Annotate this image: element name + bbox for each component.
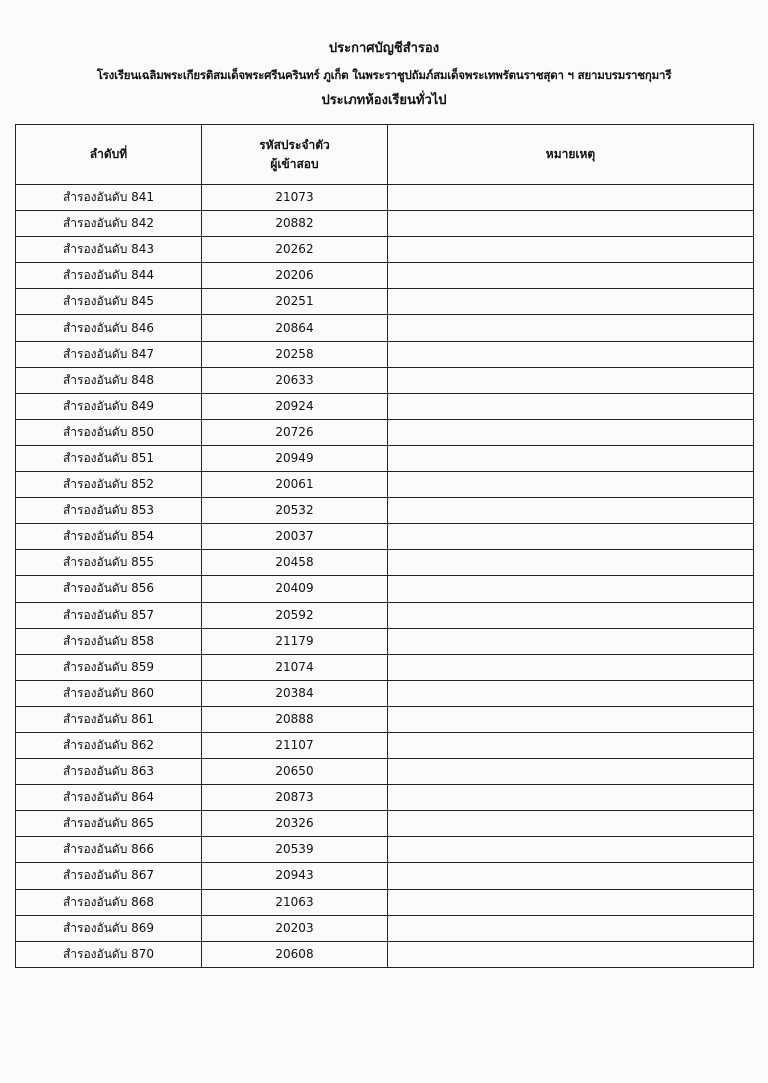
rank-cell: สำรองอันดับ 864: [16, 785, 202, 811]
note-cell: [388, 315, 754, 341]
candidate-id-cell: 20251: [202, 289, 388, 315]
note-cell: [388, 237, 754, 263]
candidate-id-cell: 21179: [202, 628, 388, 654]
table-row: [16, 811, 754, 837]
candidate-id-cell: 20203: [202, 915, 388, 941]
rank-cell: สำรองอันดับ 844: [16, 263, 202, 289]
rank-cell: สำรองอันดับ 850: [16, 419, 202, 445]
table-row: [16, 185, 754, 211]
candidate-id-cell: 20539: [202, 837, 388, 863]
candidate-id-cell: 21107: [202, 732, 388, 758]
candidate-id-cell: 21073: [202, 185, 388, 211]
candidate-id-cell: 20608: [202, 941, 388, 967]
table-row: [16, 315, 754, 341]
note-cell: [388, 889, 754, 915]
note-cell: [388, 602, 754, 628]
program-type: ประเภทห้องเรียนทั่วไป: [321, 93, 447, 108]
candidate-id-cell: 21074: [202, 654, 388, 680]
table-row: [16, 889, 754, 915]
table-row: [16, 472, 754, 498]
table-row: [16, 837, 754, 863]
table-row: [16, 576, 754, 602]
note-cell: [388, 550, 754, 576]
candidate-id-cell: 20592: [202, 602, 388, 628]
rank-cell: สำรองอันดับ 865: [16, 811, 202, 837]
candidate-id-cell: 20037: [202, 524, 388, 550]
note-cell: [388, 706, 754, 732]
candidate-id-cell: 20409: [202, 576, 388, 602]
rank-cell: สำรองอันดับ 849: [16, 393, 202, 419]
rank-cell: สำรองอันดับ 866: [16, 837, 202, 863]
rank-cell: สำรองอันดับ 845: [16, 289, 202, 315]
rank-cell: สำรองอันดับ 858: [16, 628, 202, 654]
reserve-list-table: [15, 124, 754, 968]
table-row: [16, 524, 754, 550]
note-cell: [388, 524, 754, 550]
column-header-note: [388, 125, 754, 185]
table-row: [16, 785, 754, 811]
candidate-id-cell: 20924: [202, 393, 388, 419]
column-header-rank: [16, 125, 202, 185]
note-cell: [388, 472, 754, 498]
table-row: [16, 498, 754, 524]
rank-cell: สำรองอันดับ 863: [16, 759, 202, 785]
table-row: [16, 759, 754, 785]
table-row: [16, 211, 754, 237]
table-header-row: [16, 125, 754, 185]
candidate-id-cell: 20864: [202, 315, 388, 341]
note-cell: [388, 785, 754, 811]
table-row: [16, 393, 754, 419]
table-row: [16, 367, 754, 393]
candidate-id-cell: 20943: [202, 863, 388, 889]
candidate-id-cell: 21063: [202, 889, 388, 915]
candidate-id-cell: 20882: [202, 211, 388, 237]
table-row: [16, 263, 754, 289]
candidate-id-cell: 20726: [202, 419, 388, 445]
table-row: [16, 915, 754, 941]
table-row: [16, 706, 754, 732]
school-name: โรงเรียนเฉลิมพระเกียรติสมเด็จพระศรีนครินทร์ ภูเก็ต ในพระราชูปถัมภ์สมเด็จพระเทพรัตนราชสุดา ฯ สยามบรมราชกุมารี: [96, 68, 672, 82]
candidate-id-cell: 20206: [202, 263, 388, 289]
rank-cell: สำรองอันดับ 852: [16, 472, 202, 498]
rank-cell: สำรองอันดับ 870: [16, 941, 202, 967]
column-header-note-label: หมายเหตุ: [545, 147, 596, 161]
rank-cell: สำรองอันดับ 846: [16, 315, 202, 341]
rank-cell: สำรองอันดับ 851: [16, 445, 202, 471]
note-cell: [388, 419, 754, 445]
table-row: [16, 654, 754, 680]
note-cell: [388, 367, 754, 393]
table-row: [16, 628, 754, 654]
note-cell: [388, 576, 754, 602]
table-row: [16, 863, 754, 889]
candidate-id-cell: 20262: [202, 237, 388, 263]
note-cell: [388, 759, 754, 785]
candidate-id-cell: 20888: [202, 706, 388, 732]
document-title: ประกาศบัญชีสำรอง: [328, 41, 440, 56]
candidate-id-cell: 20326: [202, 811, 388, 837]
table-row: [16, 732, 754, 758]
rank-cell: สำรองอันดับ 857: [16, 602, 202, 628]
rank-cell: สำรองอันดับ 867: [16, 863, 202, 889]
candidate-id-cell: 20258: [202, 341, 388, 367]
note-cell: [388, 654, 754, 680]
table-row: [16, 550, 754, 576]
candidate-id-cell: 20061: [202, 472, 388, 498]
column-header-rank-label: ลำดับที่: [89, 147, 128, 161]
note-cell: [388, 811, 754, 837]
rank-cell: สำรองอันดับ 854: [16, 524, 202, 550]
note-cell: [388, 393, 754, 419]
note-cell: [388, 445, 754, 471]
note-cell: [388, 863, 754, 889]
note-cell: [388, 341, 754, 367]
rank-cell: สำรองอันดับ 856: [16, 576, 202, 602]
rank-cell: สำรองอันดับ 847: [16, 341, 202, 367]
rank-cell: สำรองอันดับ 841: [16, 185, 202, 211]
column-header-candidate-id: [202, 125, 388, 185]
table-row: [16, 341, 754, 367]
candidate-id-cell: 20650: [202, 759, 388, 785]
column-header-id-line1: รหัสประจำตัว: [259, 137, 330, 152]
candidate-id-cell: 20532: [202, 498, 388, 524]
candidate-id-cell: 20633: [202, 367, 388, 393]
candidate-id-cell: 20384: [202, 680, 388, 706]
table-row: [16, 419, 754, 445]
table-row: [16, 941, 754, 967]
candidate-id-cell: 20949: [202, 445, 388, 471]
rank-cell: สำรองอันดับ 859: [16, 654, 202, 680]
table-body: [16, 185, 754, 968]
rank-cell: สำรองอันดับ 860: [16, 680, 202, 706]
table-row: [16, 602, 754, 628]
column-header-id-line2: ผู้เข้าสอบ: [270, 156, 319, 171]
note-cell: [388, 211, 754, 237]
note-cell: [388, 915, 754, 941]
document-header: [0, 38, 768, 116]
note-cell: [388, 628, 754, 654]
note-cell: [388, 498, 754, 524]
rank-cell: สำรองอันดับ 868: [16, 889, 202, 915]
rank-cell: สำรองอันดับ 869: [16, 915, 202, 941]
candidate-id-cell: 20873: [202, 785, 388, 811]
table-row: [16, 289, 754, 315]
table-row: [16, 680, 754, 706]
table-row: [16, 445, 754, 471]
rank-cell: สำรองอันดับ 855: [16, 550, 202, 576]
note-cell: [388, 185, 754, 211]
rank-cell: สำรองอันดับ 861: [16, 706, 202, 732]
note-cell: [388, 289, 754, 315]
rank-cell: สำรองอันดับ 842: [16, 211, 202, 237]
note-cell: [388, 732, 754, 758]
note-cell: [388, 680, 754, 706]
note-cell: [388, 941, 754, 967]
note-cell: [388, 263, 754, 289]
rank-cell: สำรองอันดับ 853: [16, 498, 202, 524]
candidate-id-cell: 20458: [202, 550, 388, 576]
note-cell: [388, 837, 754, 863]
table-row: [16, 237, 754, 263]
rank-cell: สำรองอันดับ 848: [16, 367, 202, 393]
rank-cell: สำรองอันดับ 862: [16, 732, 202, 758]
rank-cell: สำรองอันดับ 843: [16, 237, 202, 263]
